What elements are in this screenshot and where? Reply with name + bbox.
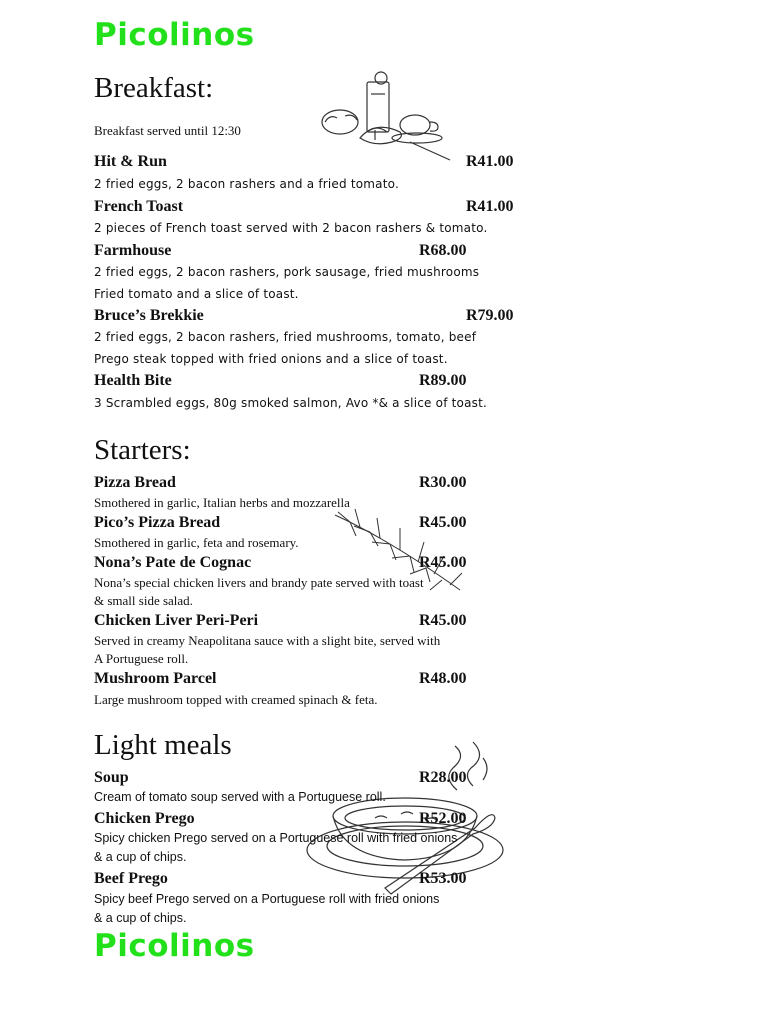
item-price: R48.00 (419, 670, 467, 687)
item-description: & a cup of chips. (94, 850, 187, 864)
item-name: Mushroom Parcel (94, 670, 217, 687)
item-price: R41.00 (466, 153, 514, 170)
item-name: Farmhouse (94, 242, 172, 259)
item-name: Pizza Bread (94, 474, 176, 491)
section-title-light-meals: Light meals (94, 729, 232, 761)
soup-bowl-icon (305, 738, 505, 898)
item-description: Smothered in garlic, Italian herbs and mozzarella (94, 495, 350, 510)
item-name: Soup (94, 769, 129, 786)
item-price: R52.00 (419, 810, 467, 827)
item-description: 3 Scrambled eggs, 80g smoked salmon, Avo *& a slice of toast. (94, 396, 488, 410)
item-description: 2 fried eggs, 2 bacon rashers, pork sausage, fried mushrooms (94, 265, 480, 279)
item-description: Spicy beef Prego served on a Portuguese roll with fried onions (94, 892, 440, 906)
item-name: Health Bite (94, 372, 172, 389)
section-title-breakfast: Breakfast: (94, 72, 214, 104)
item-price: R79.00 (466, 307, 514, 324)
item-description: Served in creamy Neapolitana sauce with a slight bite, served with (94, 633, 441, 648)
item-price: R30.00 (419, 474, 467, 491)
item-price: R45.00 (419, 612, 467, 629)
item-description: 2 pieces of French toast served with 2 bacon rashers & tomato. (94, 221, 488, 235)
item-description: 2 fried eggs, 2 bacon rashers and a fried tomato. (94, 177, 399, 191)
item-name: Hit & Run (94, 153, 167, 170)
breakfast-hours-note: Breakfast served until 12:30 (94, 123, 241, 138)
item-description: A Portuguese roll. (94, 651, 189, 666)
item-price: R41.00 (466, 198, 514, 215)
item-name: Nona’s Pate de Cognac (94, 554, 252, 571)
item-description: Prego steak topped with fried onions and a slice of toast. (94, 352, 448, 366)
brand-logo-bottom: Picolinos (94, 928, 255, 964)
item-price: R28.00 (419, 769, 467, 786)
item-price: R45.00 (419, 514, 467, 531)
item-price: R45.00 (419, 554, 467, 571)
item-name: Chicken Liver Peri-Peri (94, 612, 259, 629)
item-description: 2 fried eggs, 2 bacon rashers, fried mushrooms, tomato, beef (94, 330, 477, 344)
item-description: Cream of tomato soup served with a Portuguese roll. (94, 790, 386, 804)
item-description: Nona’s special chicken livers and brandy pate served with toast (94, 575, 424, 590)
brand-logo-top: Picolinos (94, 17, 255, 53)
item-price: R68.00 (419, 242, 467, 259)
breakfast-illustration-icon (315, 70, 455, 170)
item-description: Spicy chicken Prego served on a Portuguese roll with fried onions (94, 831, 458, 845)
item-price: R89.00 (419, 372, 467, 389)
section-title-starters: Starters: (94, 434, 191, 466)
item-price: R53.00 (419, 870, 467, 887)
item-description: Smothered in garlic, feta and rosemary. (94, 535, 299, 550)
item-description: & a cup of chips. (94, 911, 187, 925)
item-name: Chicken Prego (94, 810, 195, 827)
item-name: Bruce’s Brekkie (94, 307, 204, 324)
item-description: Fried tomato and a slice of toast. (94, 287, 299, 301)
item-name: Pico’s Pizza Bread (94, 514, 221, 531)
item-description: & small side salad. (94, 593, 193, 608)
item-description: Large mushroom topped with creamed spinach & feta. (94, 692, 378, 707)
item-name: French Toast (94, 198, 184, 215)
item-name: Beef Prego (94, 870, 168, 887)
